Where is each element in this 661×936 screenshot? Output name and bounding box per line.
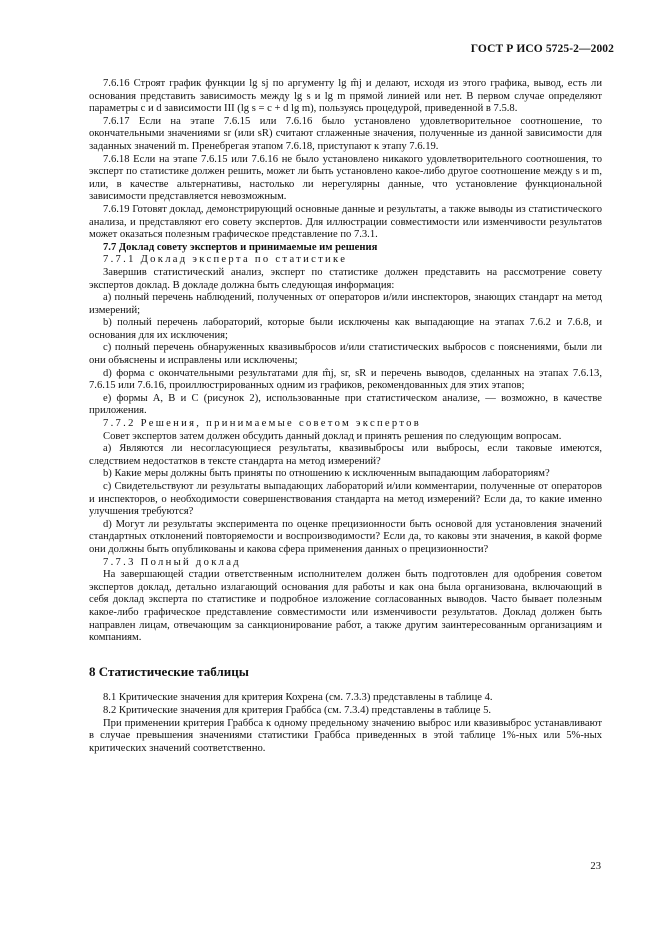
document-header: ГОСТ Р ИСО 5725-2—2002 xyxy=(470,43,614,55)
paragraph-8-1: 8.1 Критические значения для критерия Кохрена (см. 7.3.3) представлены в таблице 4. xyxy=(103,692,493,704)
list-item-d: d) форма с окончательными результатами для m̂j, sr, sR и перечень выводов, сделанных на этапах 7.6.13, 7.6.15 или 7.6.16, проиллюстрированных одним из графиков, рекомендованных для этих этапов; xyxy=(89,367,602,392)
paragraph-7-6-18: 7.6.18 Если на этапе 7.6.15 или 7.6.16 не было установлено никакого удовлетворительного соотношения, то эксперт по статистике должен решить, может ли быть установлено какое-либо другое соотношение между s и m, или, в качестве альтернативы, настолько ли нерегулярны данные, что установление функциональной зависимости представляется невозможным. xyxy=(89,153,602,203)
list-item-c: c) полный перечень обнаруженных квазивыбросов и/или статистических выбросов с пояснениями, были ли они объяснены и исправлены или исключены; xyxy=(89,342,602,367)
paragraph-8-2: 8.2 Критические значения для критерия Граббса (см. 7.3.4) представлены в таблице 5. xyxy=(103,704,492,716)
paragraph-full-report: На завершающей стадии ответственным исполнителем должен быть подготовлен для одобрения советом экспертов доклад, детально излагающий основания для работы и как она была организована, включающий в себя доклад эксперта по статистике и подробное изложение согласованных выводов. Часто бывает полезным какое-либо графическое представление совместимости или изменчивости результатов. Доклад должен быть направлен лицам, отвечающим за санкционирование работ, а также другим заинтересованным организациям и компаниям. xyxy=(89,569,602,644)
question-c: c) Свидетельствуют ли результаты выпадающих лабораторий и/или комментарии, полученные от операторов и инспекторов, о необходимости совершенствования стандарта на метод измерений? Если да, то какие именно улучшения требуются? xyxy=(89,481,602,518)
heading-7-7-1: 7.7.1 Доклад эксперта по статистике xyxy=(103,254,348,266)
paragraph-panel-decisions: Совет экспертов затем должен обсудить данный доклад и принять решения по следующим вопросам. xyxy=(103,430,562,442)
question-d: d) Могут ли результаты эксперимента по оценке прецизионности быть основой для установления значений стандартных отклонений повторяемости и воспроизводимости? Если да, то каковы эти значения, в какой форме они должны быть опубликованы и какова сфера применения данных о прецизионности? xyxy=(89,518,602,555)
page-number: 23 xyxy=(590,861,601,872)
list-item-e: e) формы A, B и C (рисунок 2), использованные при статистическом анализе, — возможно, в качестве приложения. xyxy=(89,392,602,417)
paragraph-statistician-report: Завершив статистический анализ, эксперт по статистике должен представить на рассмотрение совету экспертов доклад. В докладе должна быть следующая информация: xyxy=(89,266,602,291)
question-a: a) Являются ли несогласующиеся результаты, квазивыбросы или выбросы, если таковые имеются, следствием недостатков в тексте стандарта на метод измерений? xyxy=(89,443,602,467)
paragraph-7-6-17: 7.6.17 Если на этапе 7.6.15 или 7.6.16 было установлено удовлетворительное соотношение, то окончательными значениями sr (или sR) считают сглаженные значения, полученные из данной зависимости для заданных значений m. Пренебрегая этапом 7.6.18, приступают к этапу 7.6.19. xyxy=(89,115,602,152)
section-heading-8: 8 Статистические таблицы xyxy=(89,663,249,679)
list-item-a: a) полный перечень наблюдений, полученных от операторов и/или инспекторов, знающих стандарт на метод измерений; xyxy=(89,292,602,316)
heading-7-7-3: 7.7.3 Полный доклад xyxy=(103,556,241,568)
question-b: b) Какие меры должны быть приняты по отношению к исключенным выпадающим лабораториям? xyxy=(103,468,550,480)
paragraph-grubbs-application: При применении критерия Граббса к одному предельному значению выброс или квазивыброс устанавливают в случае превышения значениями статистики Граббса приведенных в этой таблице 1%-ных или 5%-ных критических значений соответственно. xyxy=(89,717,602,754)
list-item-b: b) полный перечень лабораторий, которые были исключены как выпадающие на этапах 7.6.2 и 7.6.8, и основания для их исключения; xyxy=(89,317,602,341)
paragraph-7-6-16: 7.6.16 Строят график функции lg sj по аргументу lg m̂j и делают, исходя из этого графика, вывод, есть ли основания представить зависимость между lg s и lg m прямой линией или нет. В первом случае определяют параметры c и d зависимости III (lg s = c + d lg m), пользуясь процедурой, приведенной в 7.5.8. xyxy=(89,78,602,115)
document-body xyxy=(89,78,602,755)
paragraph-7-6-19: 7.6.19 Готовят доклад, демонстрирующий основные данные и результаты, а также выводы из статистического анализа, и представляют его совету экспертов. Для иллюстрации совместимости или изменчивости результатов может оказаться полезным графическое представление по 7.3.1. xyxy=(89,203,602,241)
heading-7-7-2: 7.7.2 Решения, принимаемые советом экспертов xyxy=(103,418,422,430)
heading-7-7: 7.7 Доклад совету экспертов и принимаемые им решения xyxy=(103,241,378,253)
